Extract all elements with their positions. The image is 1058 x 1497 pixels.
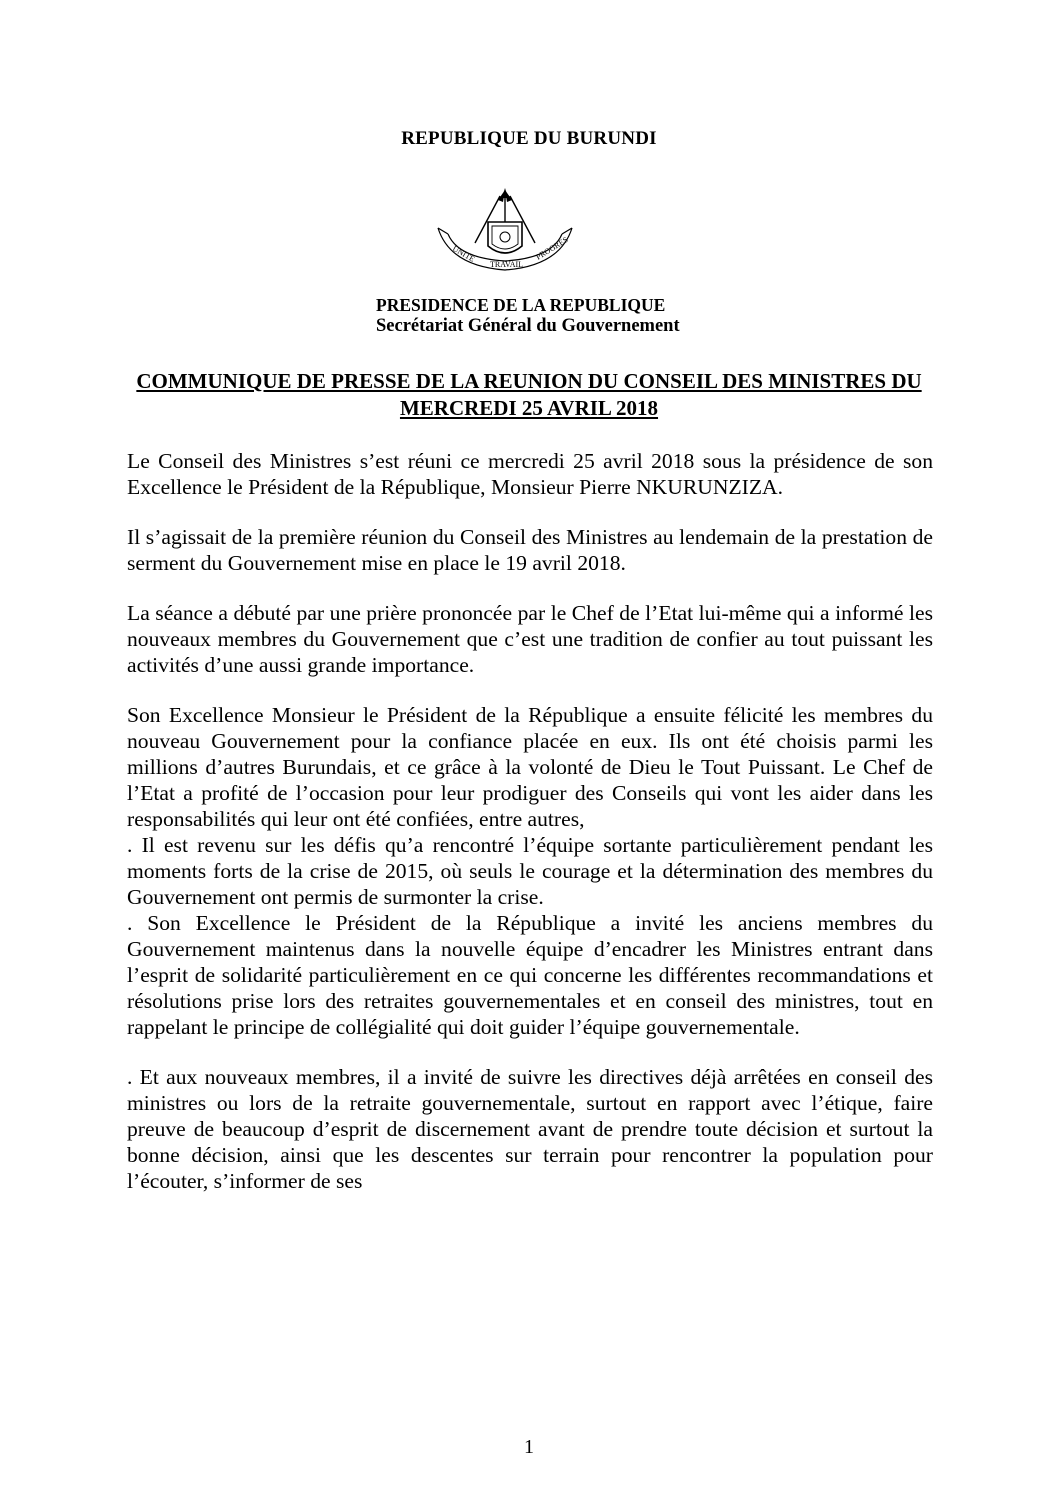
secretariat-heading: Secrétariat Général du Gouvernement xyxy=(376,316,680,336)
paragraph: La séance a débuté par une prière prononcée par le Chef de l’Etat lui-même qui a informé les nouveaux membres du Gouvernement que c’est une tradition de confier au tout puissant les activités d’une aussi grande importance. xyxy=(127,601,933,677)
communique-title: COMMUNIQUE DE PRESSE DE LA REUNION DU CONSEIL DES MINISTRES DU MERCREDI 25 AVRIL 2018 xyxy=(136,369,922,420)
paragraph: . Son Excellence le Président de la République a invité les anciens membres du Gouvernement maintenus dans la nouvelle équipe d’encadrer les Ministres entrant dans l’esprit de solidarité particulièrement en ce qui concerne les différentes recommandations et résolutions prise lors des retraites gouvernementales et en conseil des ministres, tout en rappelant le principe de collégialité qui doit guider l’équipe gouvernementale. xyxy=(127,911,933,1039)
paragraph: Son Excellence Monsieur le Président de la République a ensuite félicité les membres du nouveau Gouvernement pour la confiance placée en eux. Ils ont été choisis parmi les millions d’autres Burundais, et ce grâce à la volonté de Dieu le Tout Puissant. Le Chef de l’Etat a profité de l’occasion pour leur prodiguer des Conseils qui vont les aider dans les responsabilités qui leur ont été confiées, entre autres, xyxy=(127,703,933,831)
paragraph: . Il est revenu sur les défis qu’a rencontré l’équipe sortante particulièrement pendant les moments forts de la crise de 2015, où seuls le courage et la détermination des membres du Gouvernement ont permis de surmonter la crise. xyxy=(127,833,933,909)
document-body xyxy=(127,448,933,1194)
paragraph: Le Conseil des Ministres s’est réuni ce mercredi 25 avril 2018 sous la présidence de son Excellence le Président de la République, Monsieur Pierre NKURUNZIZA. xyxy=(127,449,933,499)
presidence-heading: PRESIDENCE DE LA REPUBLIQUE xyxy=(376,295,666,315)
paragraph: Il s’agissait de la première réunion du Conseil des Ministres au lendemain de la prestation de serment du Gouvernement mise en place le 19 avril 2018. xyxy=(127,525,933,575)
coat-of-arms-emblem xyxy=(430,188,580,283)
emblem-motto-unite: UNITE xyxy=(451,243,477,264)
page-number: 1 xyxy=(524,1436,534,1458)
emblem-motto-travail: TRAVAIL xyxy=(490,260,524,269)
paragraph: . Et aux nouveaux membres, il a invité de suivre les directives déjà arrêtées en conseil des ministres ou lors de la retraite gouvernementale, surtout en rapport avec l’étique, faire preuve de beaucoup d’esprit de discernement avant de prendre toute décision et surtout la bonne décision, ainsi que les descentes sur terrain pour rencontrer la population pour l’écouter, s’informer de ses xyxy=(127,1065,933,1193)
emblem-motto-progres: PROGRES xyxy=(534,234,570,262)
republic-heading: REPUBLIQUE DU BURUNDI xyxy=(401,128,657,149)
